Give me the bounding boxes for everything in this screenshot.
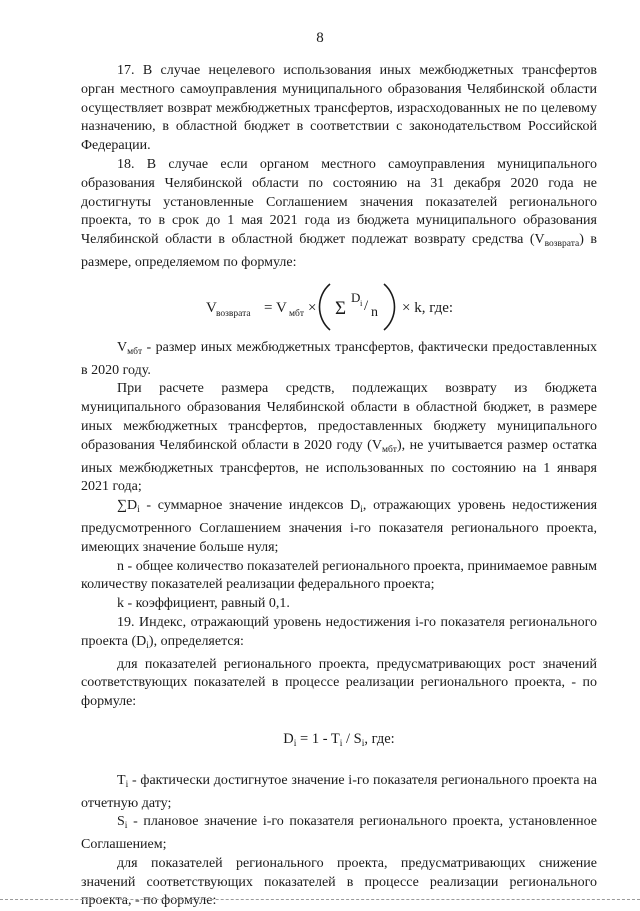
paragraph-si [81, 813, 597, 855]
paragraph-ti [81, 772, 597, 814]
formula-index [81, 730, 597, 754]
calc-subscript: мбт [381, 444, 397, 455]
paragraph-19-subscript: i [146, 640, 149, 651]
ti-symbol: T [117, 772, 126, 788]
paragraph-19 [81, 614, 597, 656]
paragraph-19-text-a: 19. Индекс, отражающий уровень недостижения i-го показателя регионального проекта (D [81, 614, 597, 649]
paragraph-18-subscript: возврата [544, 239, 580, 250]
paragraph-18-text-a: 18. В случае если органом местного самоуправления муниципального образования Челябинской области по состоянию на 31 декабря 2020 года не достигнуты установленные Соглашением значения показателей регионального проекта, то в срок до 1 мая 2021 года из бюджета муниципального образования Челябинской области в областной бюджет подлежат возврату средства (V [81, 156, 597, 248]
formula2-d: D [283, 730, 294, 747]
calc-text-b: ), не учитывается размер остатка иных межбюджетных трансфертов, не использованных по состоянию на 1 января 2021 года; [81, 437, 597, 495]
paragraph-19-text-b: ), определяется: [148, 633, 244, 649]
sum-text-b: , отражающих уровень недостижения предусмотренного Соглашением значения i-го показателя регионального проекта, имеющих значение больше нуля; [81, 498, 598, 555]
si-subscript: i [124, 821, 128, 832]
calc-text-a: При расчете размера средств, подлежащих возврату из бюджета муниципального образования Челябинской области в областной бюджет, в размере иных межбюджетных трансфертов, предоставленных бюджету муниципального образования Челябинской области в 2020 году (V [81, 381, 597, 453]
formula-lhs-sub: возврата [216, 308, 251, 319]
paragraph-growth: для показателей регионального проекта, предусматривающих рост значений соответствующих показателей в процессе реализации регионального проекта, - по формуле: [81, 656, 597, 710]
paragraph-k: k - коэффициент, равный 0,1. [117, 596, 290, 612]
formula2-c: , где: [364, 730, 395, 747]
formula2-d-sub: i [293, 738, 297, 749]
vmbt-subscript: мбт [127, 346, 143, 357]
paragraph-vmbt [81, 339, 597, 381]
sum-symbol: ∑D [117, 498, 138, 514]
formula-times: × [308, 299, 317, 316]
formula-eq: = V [264, 299, 287, 316]
formula-left-paren [320, 284, 331, 330]
sum-text-subscript: i [360, 505, 363, 516]
formula2-t-sub: i [339, 738, 343, 749]
paragraph-18-text-b: ) в размере, определяемом по формуле: [81, 232, 598, 270]
si-text: - плановое значение i-го показателя регионального проекта, установленное Соглашением; [81, 814, 597, 853]
formula2-a: = 1 - T [296, 730, 340, 747]
document-body [81, 62, 597, 911]
scan-bottom-edge [0, 899, 640, 901]
paragraph-calculation [81, 380, 597, 497]
sum-subscript: i [137, 505, 140, 516]
si-symbol: S [117, 814, 125, 830]
formula2-b: / S [342, 730, 362, 747]
formula-tail: × k, где: [402, 299, 454, 316]
formula-v-sub: мбт [289, 308, 304, 319]
formula-lhs: V [206, 299, 217, 316]
formula-right-paren [384, 284, 395, 330]
paragraph-sum-di [81, 497, 597, 557]
paragraph-17: 17. В случае нецелевого использования иных межбюджетных трансфертов орган местного самоуправления муниципального образования Челябинской области осуществляет возврат межбюджетных трансфертов, израсходованных не по целевому назначению, в областной бюджет в соответствии с законодательством Российской Федерации. [81, 63, 597, 154]
paragraph-n: n - общее количество показателей регионального проекта, принимаемое равным количеству показателей реализации федерального проекта; [81, 558, 597, 593]
page-number: 8 [316, 30, 324, 46]
vmbt-text: - размер иных межбюджетных трансфертов, фактически предоставленных в 2020 году. [81, 339, 597, 378]
sum-text-a: - суммарное значение индексов D [139, 498, 361, 514]
vmbt-symbol: V [117, 339, 128, 355]
formula-refund-svg [204, 278, 474, 334]
formula-d: D [351, 289, 361, 305]
paragraph-18 [81, 156, 597, 273]
formula-slash: / [364, 297, 369, 314]
formula2-s-sub: i [361, 738, 365, 749]
paragraph-decline: для показателей регионального проекта, предусматривающих снижение значений соответствующих показателей в процессе реализации регионального проекта, - по формуле: [81, 855, 597, 909]
formula-refund [81, 277, 597, 335]
ti-text: - фактически достигнутое значение i-го показателя регионального проекта на отчетную дату; [81, 772, 597, 811]
ti-subscript: i [125, 779, 129, 790]
formula-d-sub: i [360, 297, 363, 308]
formula-n: n [371, 304, 378, 320]
formula-sigma: Σ [335, 297, 347, 319]
